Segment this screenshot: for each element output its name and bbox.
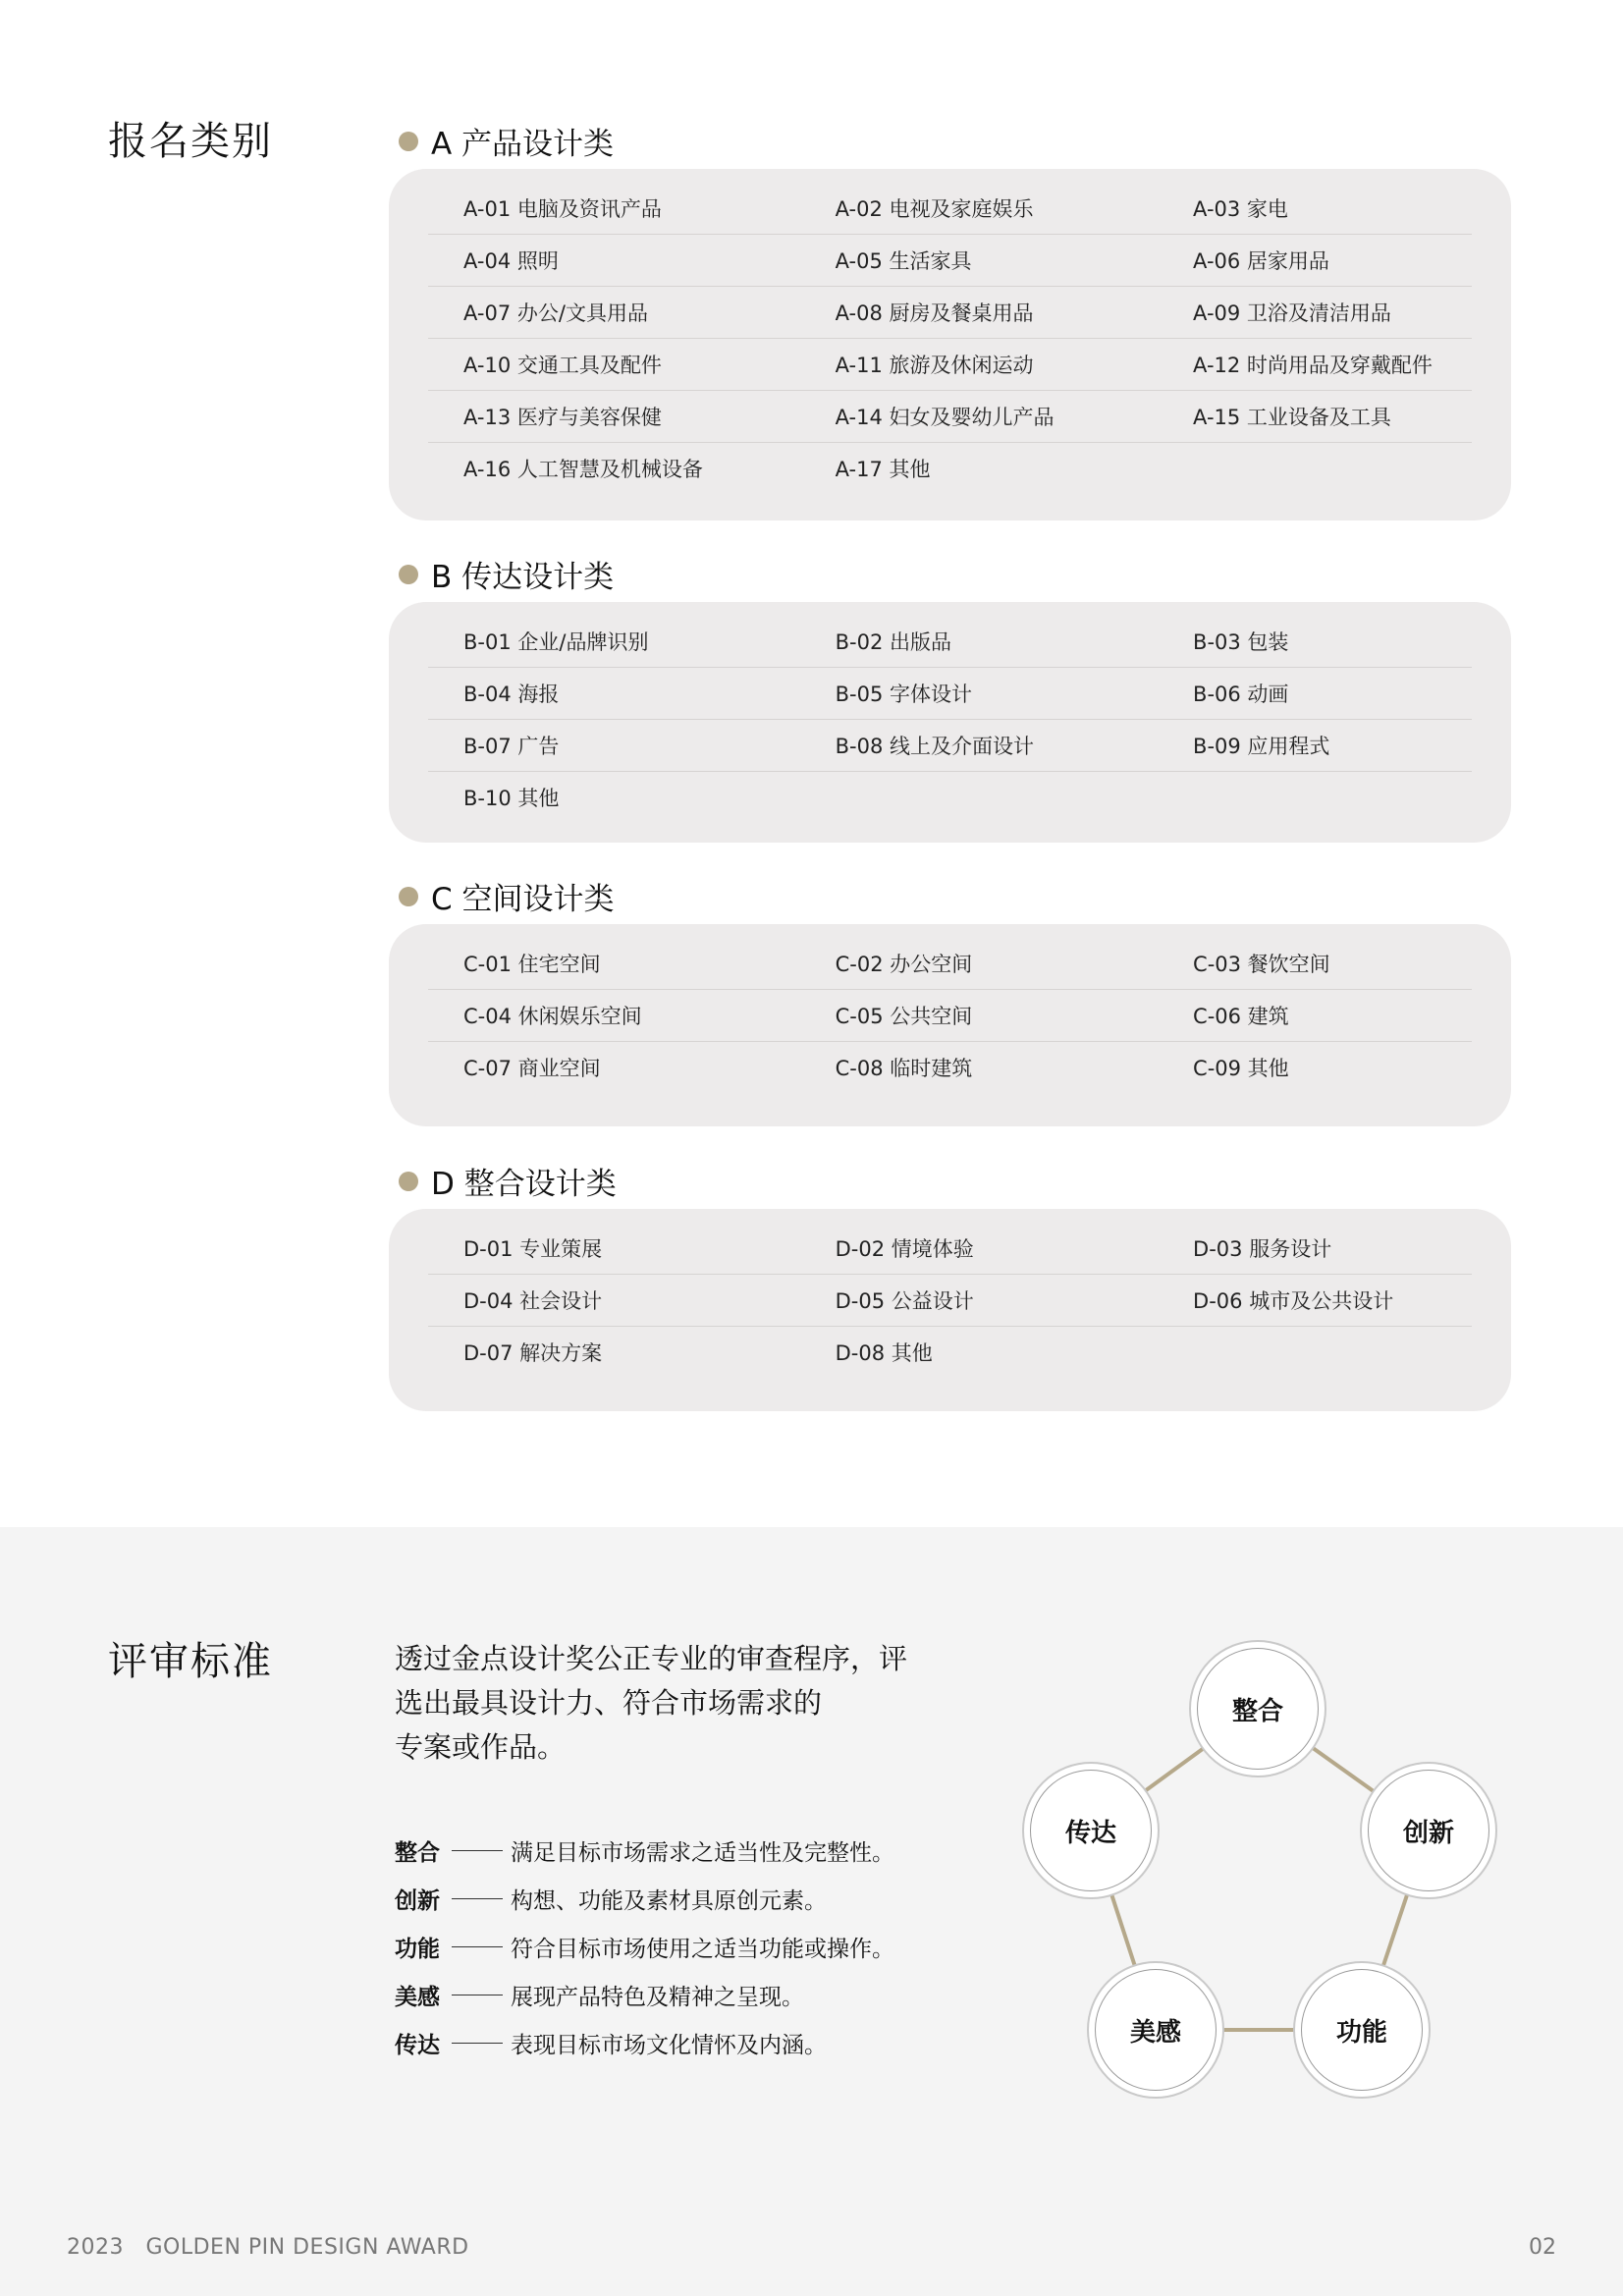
list-item: B-03 包装: [1193, 630, 1289, 654]
list-item: A-13 医疗与美容保健: [463, 406, 662, 429]
diagram-node-aesthetics: [1087, 1961, 1224, 2099]
criterion-name: 创新: [395, 1888, 440, 1914]
criterion-name: 功能: [395, 1937, 440, 1962]
table-row: [428, 719, 1472, 771]
list-item: A-15 工业设备及工具: [1193, 406, 1391, 429]
list-item: B-06 动画: [1193, 683, 1289, 706]
category-a-heading: [399, 119, 614, 163]
list-item: B-07 广告: [463, 735, 560, 758]
node-label: 整合: [1231, 1696, 1283, 1726]
list-item: D-07 解决方案: [463, 1341, 603, 1365]
list-item: D-06 城市及公共设计: [1193, 1289, 1394, 1313]
list-item: D-01 专业策展: [463, 1237, 603, 1261]
list-item: A-03 家电: [1193, 197, 1288, 221]
node-label: 传达: [1064, 1818, 1116, 1848]
footer-award-name: GOLDEN PIN DESIGN AWARD: [145, 2235, 469, 2260]
criterion-desc: 满足目标市场需求之适当性及完整性。: [511, 1840, 894, 1866]
list-item: A-10 交通工具及配件: [463, 354, 662, 377]
list-item: D-04 社会设计: [463, 1289, 603, 1313]
list-item: B-10 其他: [463, 787, 560, 810]
table-row: [428, 286, 1472, 338]
list-item: A-17 其他: [835, 458, 931, 481]
list-item: D-05 公益设计: [835, 1289, 974, 1313]
list-item: A-04 照明: [463, 249, 559, 273]
list-item: A-09 卫浴及清洁用品: [1193, 301, 1391, 325]
table-row: [428, 1326, 1472, 1378]
category-c-box: [389, 924, 1511, 1126]
category-d-heading: [399, 1159, 617, 1203]
list-item: C-06 建筑: [1193, 1005, 1289, 1028]
list-item: A-05 生活家具: [835, 249, 972, 273]
bullet-dot-icon: [399, 132, 418, 151]
table-row: [428, 1041, 1472, 1093]
table-row: [428, 667, 1472, 719]
list-item: C-01 住宅空间: [463, 953, 601, 976]
table-row: [428, 989, 1472, 1041]
criterion-desc: 展现产品特色及精神之呈现。: [511, 1985, 804, 2010]
diagram-node-innovation: [1360, 1762, 1497, 1899]
dash-divider: [452, 1898, 503, 1899]
criterion-function: [395, 1923, 894, 1971]
registration-title: 报名类别: [108, 119, 273, 164]
category-a-title: A 产品设计类: [431, 127, 615, 162]
table-row: [428, 390, 1472, 442]
list-item: A-14 妇女及婴幼儿产品: [835, 406, 1055, 429]
table-row: [428, 1223, 1472, 1274]
table-row: [428, 442, 1472, 494]
table-row: [428, 338, 1472, 390]
list-item: C-07 商业空间: [463, 1057, 601, 1080]
dash-divider: [452, 1850, 503, 1851]
footer-award: [67, 2235, 469, 2260]
category-b-title: B 传达设计类: [431, 560, 615, 595]
list-item: C-05 公共空间: [835, 1005, 973, 1028]
list-item: A-02 电视及家庭娱乐: [835, 197, 1034, 221]
table-row: [428, 616, 1472, 667]
intro-line: 选出最具设计力、符合市场需求的: [395, 1686, 823, 1720]
diagram-node-communication: [1022, 1762, 1160, 1899]
list-item: B-08 线上及介面设计: [835, 735, 1035, 758]
list-item: A-08 厨房及餐桌用品: [835, 301, 1034, 325]
category-b-box: [389, 602, 1511, 843]
list-item: C-03 餐饮空间: [1193, 953, 1330, 976]
table-row: [428, 183, 1472, 234]
list-item: B-01 企业/品牌识别: [463, 630, 649, 654]
node-label: 美感: [1129, 2017, 1181, 2048]
criterion-name: 整合: [395, 1840, 440, 1866]
criterion-integration: [395, 1827, 894, 1875]
diagram-node-integration: [1189, 1640, 1326, 1777]
judging-intro: [395, 1637, 945, 1770]
judging-title: 评审标准: [108, 1639, 273, 1684]
bullet-dot-icon: [399, 887, 418, 906]
list-item: C-02 办公空间: [835, 953, 973, 976]
bullet-dot-icon: [399, 1172, 418, 1191]
category-c-heading: [399, 874, 615, 918]
list-item: B-05 字体设计: [835, 683, 973, 706]
list-item: B-09 应用程式: [1193, 735, 1330, 758]
criterion-communication: [395, 2019, 894, 2067]
category-c-title: C 空间设计类: [431, 882, 615, 917]
list-item: A-16 人工智慧及机械设备: [463, 458, 703, 481]
table-row: [428, 938, 1472, 989]
page-number: 02: [1529, 2235, 1556, 2260]
category-d-box: [389, 1209, 1511, 1411]
criteria-diagram: [1011, 1630, 1522, 2111]
category-d-title: D 整合设计类: [431, 1167, 617, 1202]
criteria-list: [395, 1827, 894, 2067]
list-item: D-02 情境体验: [835, 1237, 974, 1261]
list-item: A-01 电脑及资讯产品: [463, 197, 662, 221]
footer-year: 2023: [67, 2235, 124, 2260]
criterion-innovation: [395, 1875, 894, 1923]
criterion-desc: 符合目标市场使用之适当功能或操作。: [511, 1937, 894, 1962]
table-row: [428, 234, 1472, 286]
dash-divider: [452, 2043, 503, 2044]
dash-divider: [452, 1946, 503, 1947]
list-item: C-04 休闲娱乐空间: [463, 1005, 642, 1028]
list-item: A-12 时尚用品及穿戴配件: [1193, 354, 1433, 377]
criterion-desc: 表现目标市场文化情怀及内涵。: [511, 2033, 827, 2058]
diagram-node-function: [1293, 1961, 1431, 2099]
list-item: A-11 旅游及休闲运动: [835, 354, 1034, 377]
bullet-dot-icon: [399, 565, 418, 584]
list-item: C-09 其他: [1193, 1057, 1289, 1080]
list-item: D-03 服务设计: [1193, 1237, 1332, 1261]
intro-line: 专案或作品。: [395, 1730, 567, 1764]
criterion-desc: 构想、功能及素材具原创元素。: [511, 1888, 827, 1914]
intro-line: 透过金点设计奖公正专业的审查程序，评: [395, 1642, 908, 1675]
criterion-name: 传达: [395, 2033, 440, 2058]
list-item: C-08 临时建筑: [835, 1057, 973, 1080]
node-label: 功能: [1335, 2017, 1387, 2048]
list-item: D-08 其他: [835, 1341, 933, 1365]
criterion-name: 美感: [395, 1985, 440, 2010]
list-item: A-07 办公/文具用品: [463, 301, 648, 325]
criterion-aesthetics: [395, 1971, 894, 2019]
table-row: [428, 1274, 1472, 1326]
list-item: B-02 出版品: [835, 630, 952, 654]
category-b-heading: [399, 552, 614, 596]
category-a-box: [389, 169, 1511, 520]
node-label: 创新: [1402, 1818, 1454, 1848]
table-row: [428, 771, 1472, 823]
list-item: B-04 海报: [463, 683, 560, 706]
list-item: A-06 居家用品: [1193, 249, 1329, 273]
